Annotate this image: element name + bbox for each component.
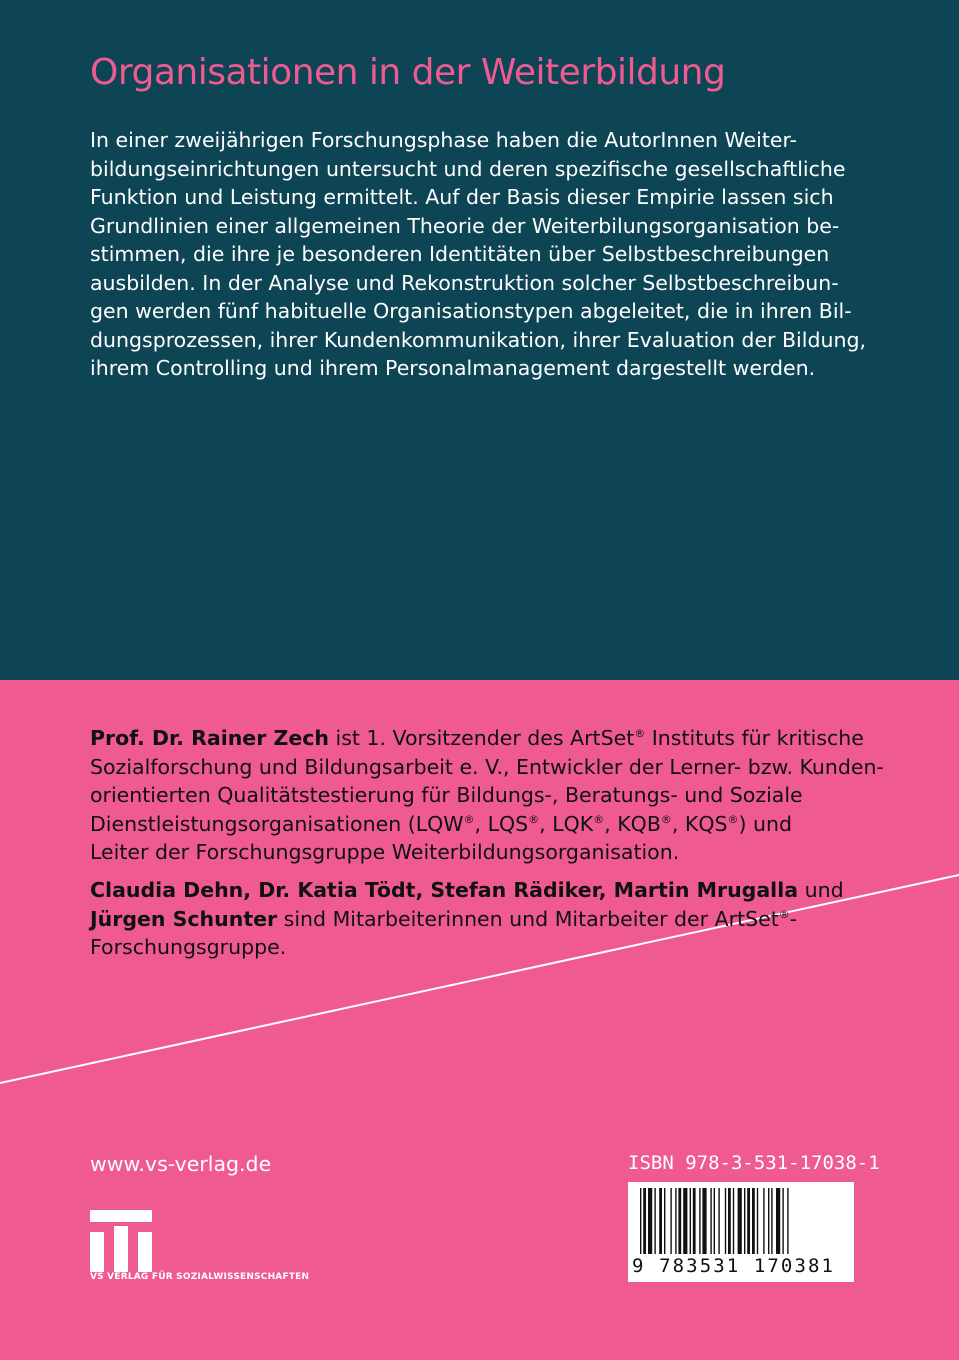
author-bio-team xyxy=(90,876,880,962)
bio-line: Forschungsgruppe. xyxy=(90,935,287,959)
book-title: Organisationen in der Weiterbildung xyxy=(90,52,726,93)
bio-line: Sozialforschung und Bildungsarbeit e. V., Entwickler der Lerner- bzw. Kunden- xyxy=(90,754,884,779)
bio-line: Leiter der Forschungsgruppe Weiterbildungsorganisation. xyxy=(90,840,680,864)
bio-line: orientierten Qualitätstestierung für Bildungs-, Beratungs- und Soziale xyxy=(90,783,803,807)
description-line: In einer zweijährigen Forschungsphase haben die AutorInnen Weiter- xyxy=(90,128,798,152)
author-name: Prof. Dr. Rainer Zech xyxy=(90,726,329,750)
description-line: bildungseinrichtungen untersucht und deren spezifische gesellschaftliche xyxy=(90,156,846,181)
description-line: Funktion und Leistung ermittelt. Auf der Basis dieser Empirie lassen sich xyxy=(90,185,834,209)
author-bio-zech xyxy=(90,724,884,867)
description-line: stimmen, die ihre je besonderen Identitäten über Selbstbeschreibungen xyxy=(90,242,830,266)
publisher-website-link[interactable]: www.vs-verlag.de xyxy=(90,1152,272,1176)
description-line: ausbilden. In der Analyse und Rekonstruktion solcher Selbstbeschreibun- xyxy=(90,270,839,295)
bio-line: Dienstleistungsorganisationen (LQW®, LQS®, LQK®, KQB®, KQS®) und xyxy=(90,811,793,836)
author-name: Jürgen Schunter xyxy=(90,906,278,931)
description-line: Grundlinien einer allgemeinen Theorie der Weiterbilungsorganisation be- xyxy=(90,213,840,238)
publisher-name: VS VERLAG FÜR SOZIALWISSENSCHAFTEN xyxy=(90,1272,310,1282)
isbn-label: ISBN 978-3-531-17038-1 xyxy=(628,1152,880,1174)
book-description xyxy=(90,126,870,383)
lower-panel xyxy=(0,680,959,1360)
author-names: Claudia Dehn, Dr. Katia Tödt, Stefan Rädiker, Martin Mrugalla xyxy=(90,878,799,902)
barcode-digits: 9 783531 170381 xyxy=(632,1255,836,1277)
bio-line: Claudia Dehn, Dr. Katia Tödt, Stefan Rädiker, Martin Mrugalla und xyxy=(90,878,844,902)
description-line: dungsprozessen, ihrer Kundenkommunikation, ihrer Evaluation der Bildung, xyxy=(90,327,866,352)
bio-line: Jürgen Schunter sind Mitarbeiterinnen und Mitarbeiter der ArtSet®- xyxy=(90,906,798,931)
bio-line: Prof. Dr. Rainer Zech ist 1. Vorsitzender des ArtSet® Instituts für kritische xyxy=(90,726,864,750)
description-line: ihrem Controlling und ihrem Personalmanagement dargestellt werden. xyxy=(90,356,816,380)
description-line: gen werden fünf habituelle Organisationstypen abgeleitet, die in ihren Bil- xyxy=(90,299,852,323)
